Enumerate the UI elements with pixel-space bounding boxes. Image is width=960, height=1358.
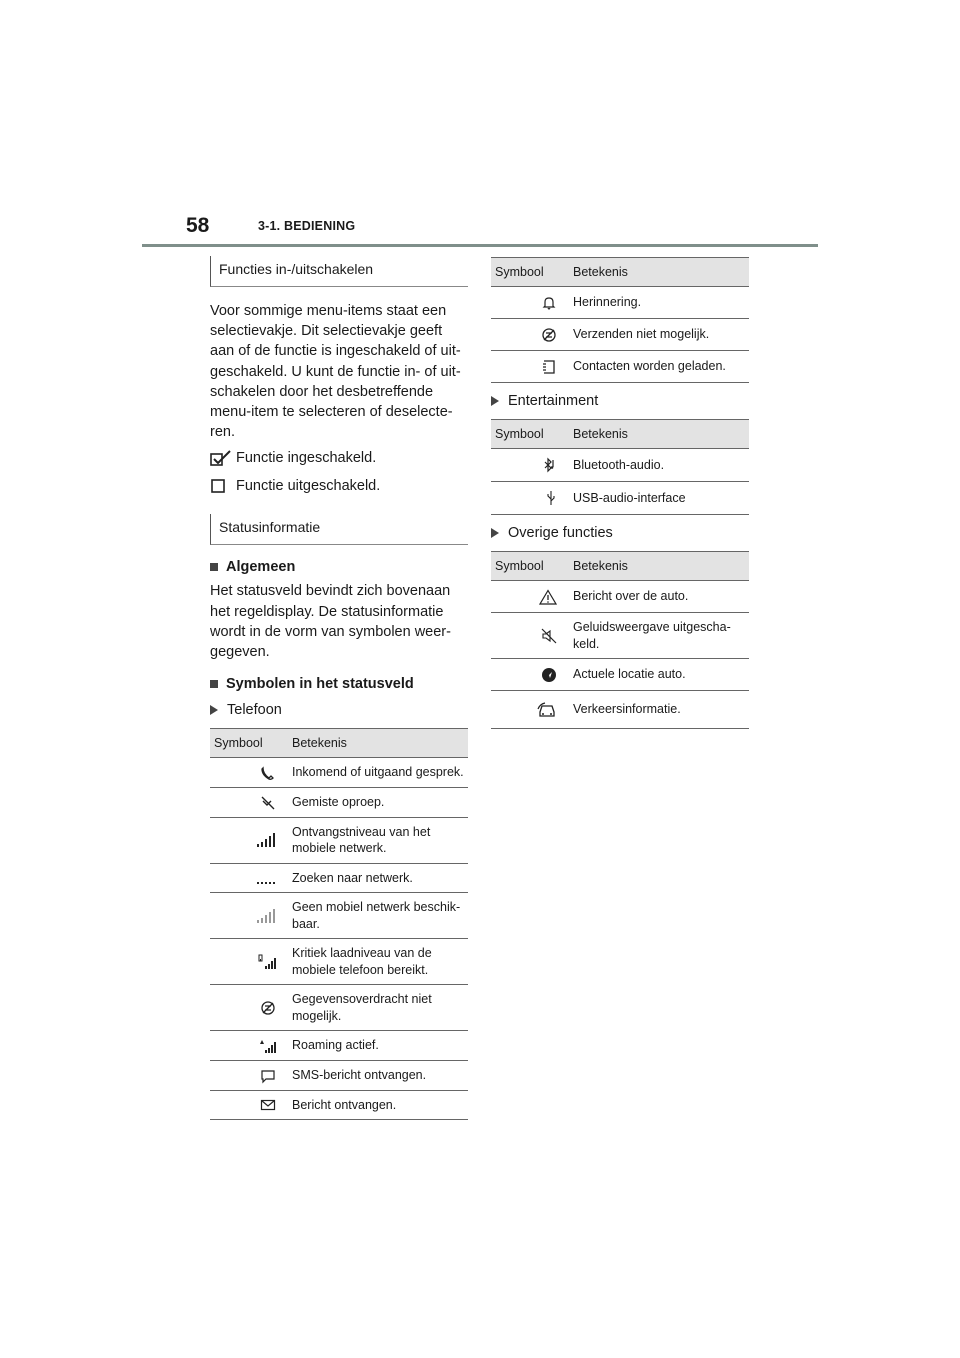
table-row — [491, 581, 749, 613]
function-off-line — [210, 478, 468, 494]
phone-symbol-table-continued — [491, 257, 749, 383]
checkbox-unchecked-icon — [210, 478, 232, 494]
row-meaning: Geen mobiel netwerk beschik-baar. — [288, 893, 468, 939]
square-bullet-icon — [210, 563, 218, 571]
row-meaning: Geluidsweergave uitgescha-keld. — [569, 613, 749, 659]
page-number: 58 — [186, 214, 210, 237]
contacts-loading-icon — [541, 359, 557, 375]
roaming-icon — [258, 1038, 276, 1054]
section-title-toggle: Functies in-/uitschakelen — [210, 256, 468, 287]
send-blocked-icon — [541, 327, 557, 343]
checkbox-checked-icon — [210, 450, 232, 466]
function-on-line — [210, 450, 468, 466]
column-header-symbol: Symbool — [491, 420, 569, 449]
left-column — [210, 256, 468, 1120]
row-meaning: Inkomend of uitgaand gesprek. — [288, 758, 468, 788]
heading-phone-text: Telefoon — [227, 702, 282, 719]
row-meaning: Gegevensoverdracht niet mogelijk. — [288, 985, 468, 1031]
heading-symbols-text: Symbolen in het statusveld — [226, 676, 414, 693]
row-meaning: Bluetooth-audio. — [569, 449, 749, 482]
column-header-meaning: Betekenis — [288, 729, 468, 758]
row-meaning: Herinnering. — [569, 287, 749, 319]
row-meaning: Zoeken naar netwerk. — [288, 863, 468, 893]
row-meaning: Contacten worden geladen. — [569, 351, 749, 383]
table-row — [210, 939, 468, 985]
data-blocked-icon — [260, 1000, 276, 1016]
column-header-meaning: Betekenis — [569, 552, 749, 581]
heading-phone — [210, 702, 468, 718]
row-meaning: Verkeersinformatie. — [569, 691, 749, 729]
row-meaning: SMS-bericht ontvangen. — [288, 1061, 468, 1091]
table-row — [210, 817, 468, 863]
function-on-label: Functie ingeschakeld. — [236, 450, 377, 467]
row-meaning: USB-audio-interface — [569, 482, 749, 515]
bluetooth-audio-icon — [541, 457, 557, 473]
signal-strength-icon — [256, 832, 276, 848]
bell-icon — [541, 295, 557, 311]
row-meaning: Ontvangstniveau van het mobiele netwerk. — [288, 817, 468, 863]
table-row — [491, 691, 749, 729]
network-search-icon — [256, 870, 276, 886]
triangle-bullet-icon — [491, 528, 499, 538]
heading-entertainment-text: Entertainment — [508, 393, 599, 409]
other-symbol-table — [491, 551, 749, 729]
table-row — [210, 787, 468, 817]
entertainment-symbol-table — [491, 419, 749, 515]
heading-other-text: Overige functies — [508, 525, 613, 541]
table-row — [491, 351, 749, 383]
envelope-icon — [260, 1097, 276, 1113]
row-meaning: Verzenden niet mogelijk. — [569, 319, 749, 351]
location-icon — [541, 667, 557, 683]
column-header-meaning: Betekenis — [569, 420, 749, 449]
table-row — [210, 893, 468, 939]
table-row — [491, 659, 749, 691]
row-meaning: Bericht over de auto. — [569, 581, 749, 613]
low-battery-icon — [258, 954, 276, 970]
warning-icon — [539, 589, 557, 605]
heading-general-text: Algemeen — [226, 559, 296, 576]
table-row — [491, 319, 749, 351]
table-row — [491, 482, 749, 515]
table-row — [491, 449, 749, 482]
chapter-title: 3-1. BEDIENING — [258, 219, 356, 233]
column-header-symbol: Symbool — [491, 552, 569, 581]
row-meaning: Kritiek laadniveau van de mobiele telefoon bereikt. — [288, 939, 468, 985]
heading-general — [210, 559, 468, 575]
square-bullet-icon — [210, 680, 218, 688]
row-meaning: Actuele locatie auto. — [569, 659, 749, 691]
traffic-info-icon — [537, 702, 557, 718]
sms-icon — [260, 1068, 276, 1084]
triangle-bullet-icon — [491, 396, 499, 406]
table-row — [491, 613, 749, 659]
no-network-icon — [256, 908, 276, 924]
column-header-symbol: Symbool — [491, 258, 569, 287]
triangle-bullet-icon — [210, 705, 218, 715]
row-meaning: Roaming actief. — [288, 1031, 468, 1061]
heading-other — [491, 525, 749, 541]
paragraph-status: Het statusveld bevindt zich bovenaan het regeldisplay. De statusinformatie wordt in de vorm van symbolen weer-gegeven. — [210, 583, 451, 661]
section-title-status: Statusinformatie — [210, 514, 468, 545]
table-row — [210, 758, 468, 788]
table-row — [210, 1031, 468, 1061]
paragraph-toggle: Voor sommige menu-items staat een selectievakje. Dit selectievakje geeft aan of de functie is ingeschakeld of uit-geschakeld. U kunt de functie in- of uit-schakelen door het desbetreffende menu-item te selecteren of deselecte-ren. — [210, 303, 461, 441]
right-column — [491, 257, 749, 729]
table-row — [210, 863, 468, 893]
header-rule — [142, 244, 818, 247]
row-meaning: Bericht ontvangen. — [288, 1090, 468, 1120]
table-row — [210, 1061, 468, 1091]
mute-icon — [541, 628, 557, 644]
usb-icon — [545, 490, 557, 506]
heading-symbols — [210, 676, 468, 692]
phone-call-icon — [260, 765, 276, 781]
column-header-meaning: Betekenis — [569, 258, 749, 287]
table-row — [210, 985, 468, 1031]
phone-symbol-table — [210, 728, 468, 1120]
column-header-symbol: Symbool — [210, 729, 288, 758]
row-meaning: Gemiste oproep. — [288, 787, 468, 817]
table-row — [491, 287, 749, 319]
missed-call-icon — [260, 795, 276, 811]
heading-entertainment — [491, 393, 749, 409]
table-row — [210, 1090, 468, 1120]
function-off-label: Functie uitgeschakeld. — [236, 478, 381, 495]
